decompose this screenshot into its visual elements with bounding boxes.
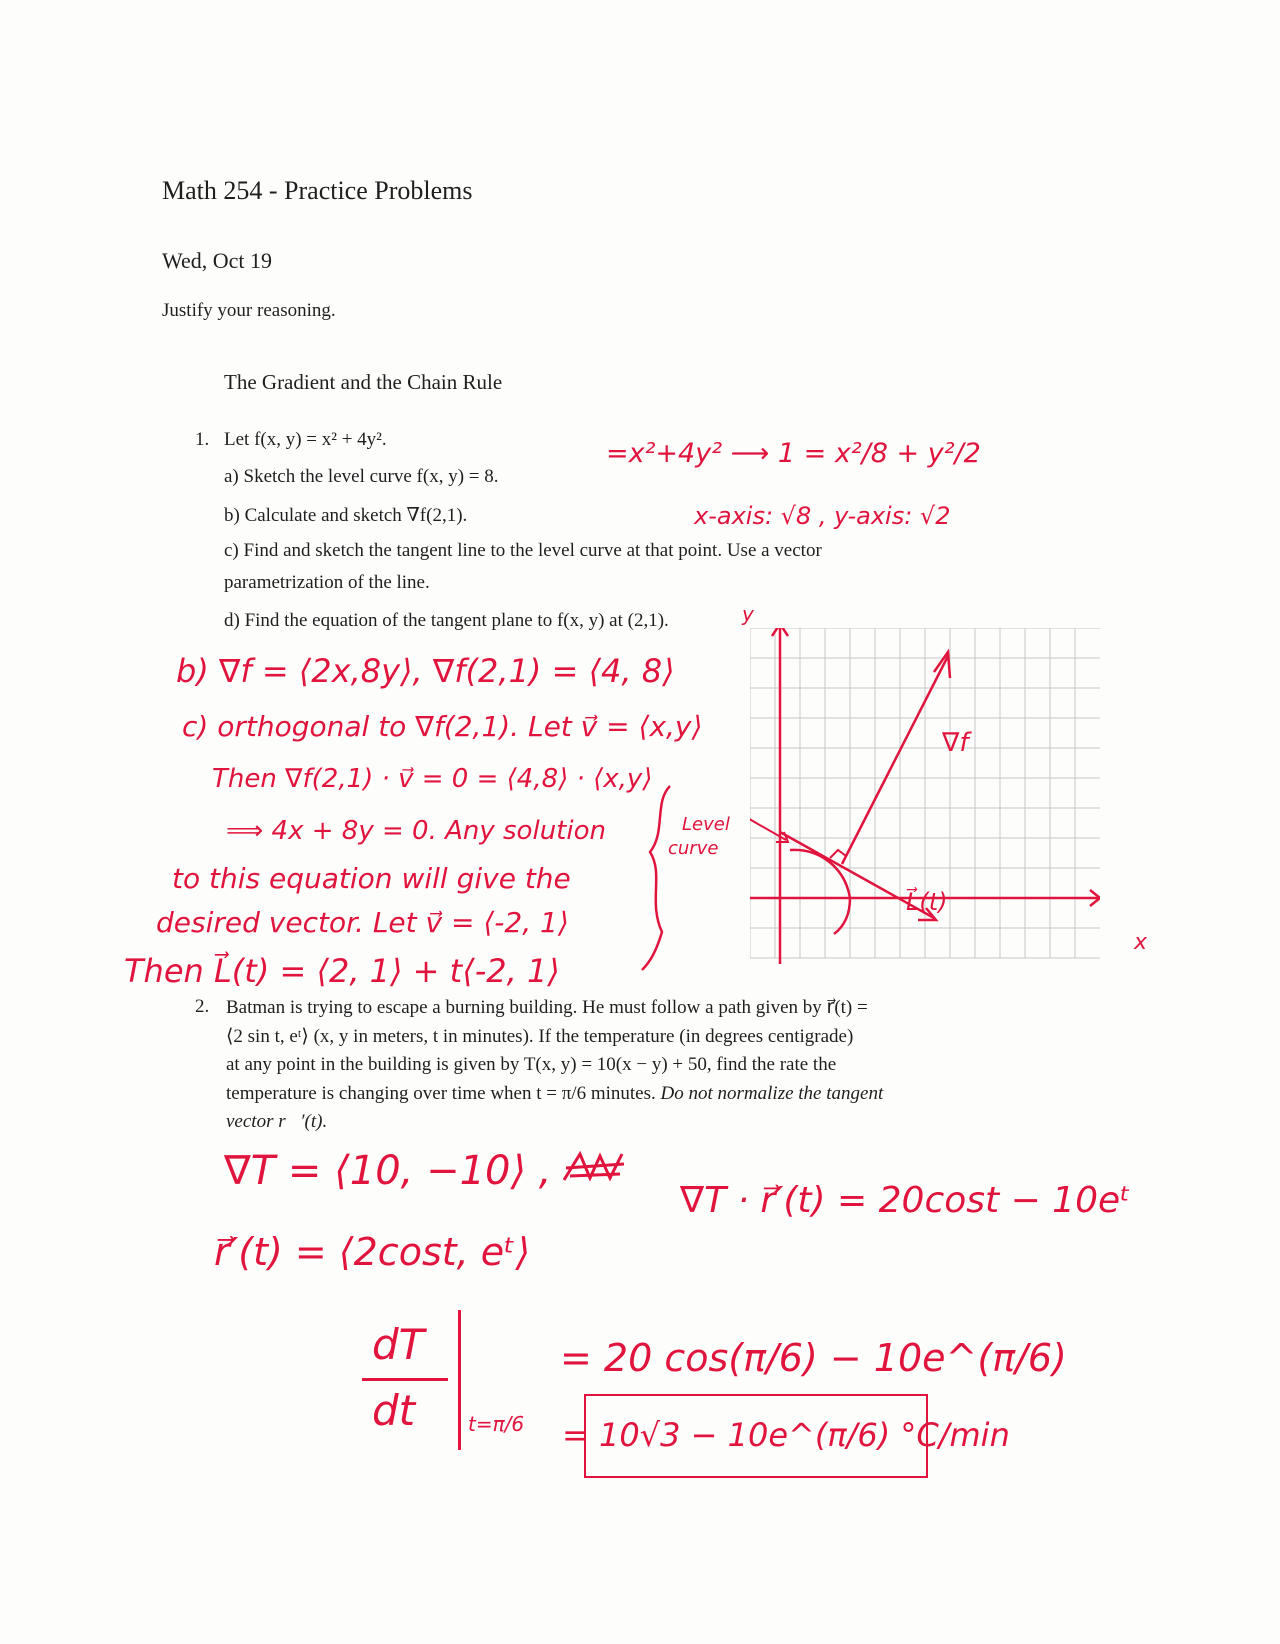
hw-tangent-line-param: Then L⃗(t) = ⟨2, 1⟩ + t⟨-2, 1⟩ [124,952,560,990]
hw-fraction-bar [362,1378,448,1381]
hw-gradient-calc: b) ∇f = ⟨2x,8y⟩, ∇f(2,1) = ⟨4, 8⟩ [176,652,675,690]
problem1-number: 1. [195,429,210,450]
hw-dT: dT [372,1320,425,1369]
gradient-vector [842,656,948,864]
graph-gradient-label: ∇f [942,728,969,758]
hw-dot-product-line: Then ∇f(2,1) · v⃗ = 0 = ⟨4,8⟩ · ⟨x,y⟩ [212,764,653,794]
date-line: Wed, Oct 19 [162,248,273,273]
graph-y-label: y [742,602,754,626]
problem1-stem: Let f(x, y) = x² + 4y². [224,429,387,450]
problem2-line3: at any point in the building is given by T(x, y) = 10(x − y) + 50, find the rate the [226,1054,837,1075]
hw-result-step1: = 20 cos(π/6) − 10e^(π/6) [560,1336,1067,1380]
hw-eval-bar [458,1310,461,1450]
hw-eval-point: t=π/6 [468,1412,525,1436]
problem1-part-d: d) Find the equation of the tangent plane to f(x, y) at (2,1). [224,610,669,631]
problem1-part-b: b) Calculate and sketch ∇f(2,1). [224,505,468,526]
problem2-line2: ⟨2 sin t, eᵗ⟩ (x, y in meters, t in minutes). If the temperature (in degrees centigrade) [226,1026,854,1047]
hw-dot-product: ∇T · r⃗′(t) = 20cost − 10eᵗ [680,1180,1131,1221]
problem2-number: 2. [195,996,210,1017]
graph-tangent-label: L⃗(t) [906,888,948,916]
problem2-line4 [226,1083,883,1105]
graph-level-label-2: curve [668,838,719,859]
hw-r-prime: r⃗′(t) = ⟨2cost, eᵗ⟩ [214,1230,531,1274]
problem2-line1: Batman is trying to escape a burning building. He must follow a path given by r⃗(t) = [226,997,868,1018]
hw-orthogonal-line: c) orthogonal to ∇f(2,1). Let v⃗ = ⟨x,y⟩ [182,710,703,743]
hw-axes-intercepts: x-axis: √8 , y-axis: √2 [694,502,951,530]
problem1-part-c: c) Find and sketch the tangent line to the level curve at that point. Use a vector [224,540,822,561]
section-title: The Gradient and the Chain Rule [224,370,503,394]
hw-equation-line: ⟹ 4x + 8y = 0. Any solution [226,816,606,846]
problem1-part-a: a) Sketch the level curve f(x, y) = 8. [224,466,499,487]
instruction-text: Justify your reasoning. [162,300,336,321]
level-curve [790,850,850,934]
problem2-line4-text: temperature is changing over time when t = π/6 minutes. [226,1083,656,1104]
problem2-line4-emphasis: Do not normalize the tangent [660,1083,884,1104]
graph-x-label: x [1134,930,1148,955]
hw-scribble [560,1148,630,1188]
hw-final-answer: = 10√3 − 10e^(π/6) °C/min [562,1416,1010,1454]
page-title: Math 254 - Practice Problems [162,176,473,205]
hw-dt: dt [372,1386,416,1435]
graph-level-label-1: Level [682,814,730,835]
hw-level-curve-equation: =x²+4y² ⟶ 1 = x²/8 + y²/2 [606,438,981,469]
problem2-line5: vector r⃗′(t). [226,1111,328,1132]
hw-gradient-T: ∇T = ⟨10, −10⟩ , [224,1148,552,1194]
hw-brace [640,782,680,972]
problem1-part-c-cont: parametrization of the line. [224,572,430,593]
hw-solution-line: to this equation will give the [172,862,571,895]
hw-desired-vector-line: desired vector. Let v⃗ = ⟨-2, 1⟩ [156,906,569,939]
